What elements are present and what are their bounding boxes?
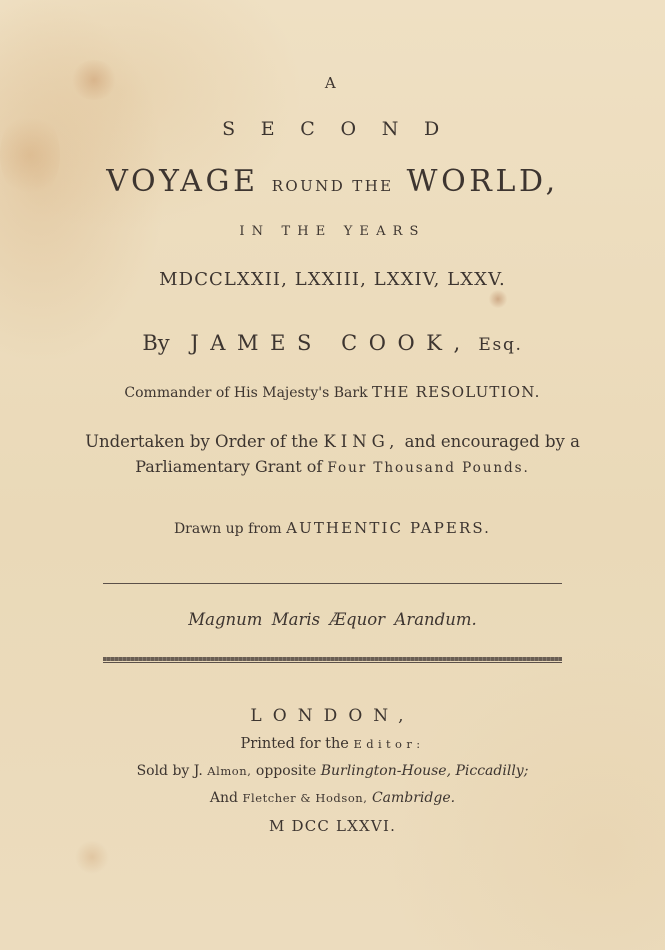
rule-bottom-thin: [103, 662, 562, 664]
imprint-london: LONDON,: [250, 706, 415, 726]
printed-text: Printed for the: [240, 736, 349, 752]
title-round-the: ROUND THE: [271, 177, 394, 195]
sold-text: Sold by J.: [136, 763, 203, 779]
article-a: A: [324, 74, 341, 92]
commander-text: Commander of His Majesty's Bark: [124, 385, 368, 401]
cambridge-place: Cambridge.: [371, 790, 456, 806]
foxing-stain: [75, 840, 109, 874]
author-name: JAMES COOK,: [190, 331, 472, 355]
title-second: SECOND: [222, 118, 465, 140]
motto: Magnum Maris Æquor Arandum.: [188, 610, 477, 629]
imprint-printed: [0, 737, 665, 752]
title-voyage: VOYAGE: [106, 164, 259, 199]
almon-name: Almon,: [207, 764, 252, 778]
grant-line: [0, 459, 665, 476]
author-esq: Esq.: [478, 335, 523, 355]
sold-place: Burlington-House, Piccadilly;: [320, 763, 529, 779]
title-world: WORLD,: [406, 164, 559, 199]
imprint-and: [0, 791, 665, 805]
grant-text: Parliamentary Grant of: [135, 457, 323, 476]
fletcher-hodson: Fletcher & Hodson,: [242, 791, 368, 805]
drawn-line: [0, 521, 665, 536]
king-word: KING,: [323, 432, 400, 451]
imprint-year: M DCC LXXVI.: [268, 817, 397, 835]
foxing-stain: [488, 290, 508, 308]
undertaken-text: Undertaken by Order of the: [85, 432, 319, 451]
voyage-years: MDCCLXXII, LXXIII, LXXIV, LXXV.: [159, 269, 506, 290]
rule-top: [103, 583, 562, 585]
opposite-text: opposite: [255, 763, 317, 779]
author-line: [0, 333, 665, 354]
ship-name: THE RESOLUTION.: [372, 383, 541, 401]
and-text: And: [209, 790, 239, 806]
authentic-papers: AUTHENTIC PAPERS.: [286, 519, 492, 537]
encouraged-text: and encouraged by a: [404, 432, 580, 451]
by-word: By: [142, 331, 170, 355]
drawn-text: Drawn up from: [173, 521, 282, 537]
imprint-sold: [0, 764, 665, 778]
grant-amount: Four Thousand Pounds.: [327, 460, 530, 476]
undertaken-line: [0, 434, 665, 451]
editor-word: Editor:: [353, 737, 425, 751]
in-the-years: IN THE YEARS: [239, 224, 426, 239]
rule-bottom-double: [103, 657, 562, 661]
commander-line: [0, 385, 665, 400]
title-main: [0, 164, 665, 199]
